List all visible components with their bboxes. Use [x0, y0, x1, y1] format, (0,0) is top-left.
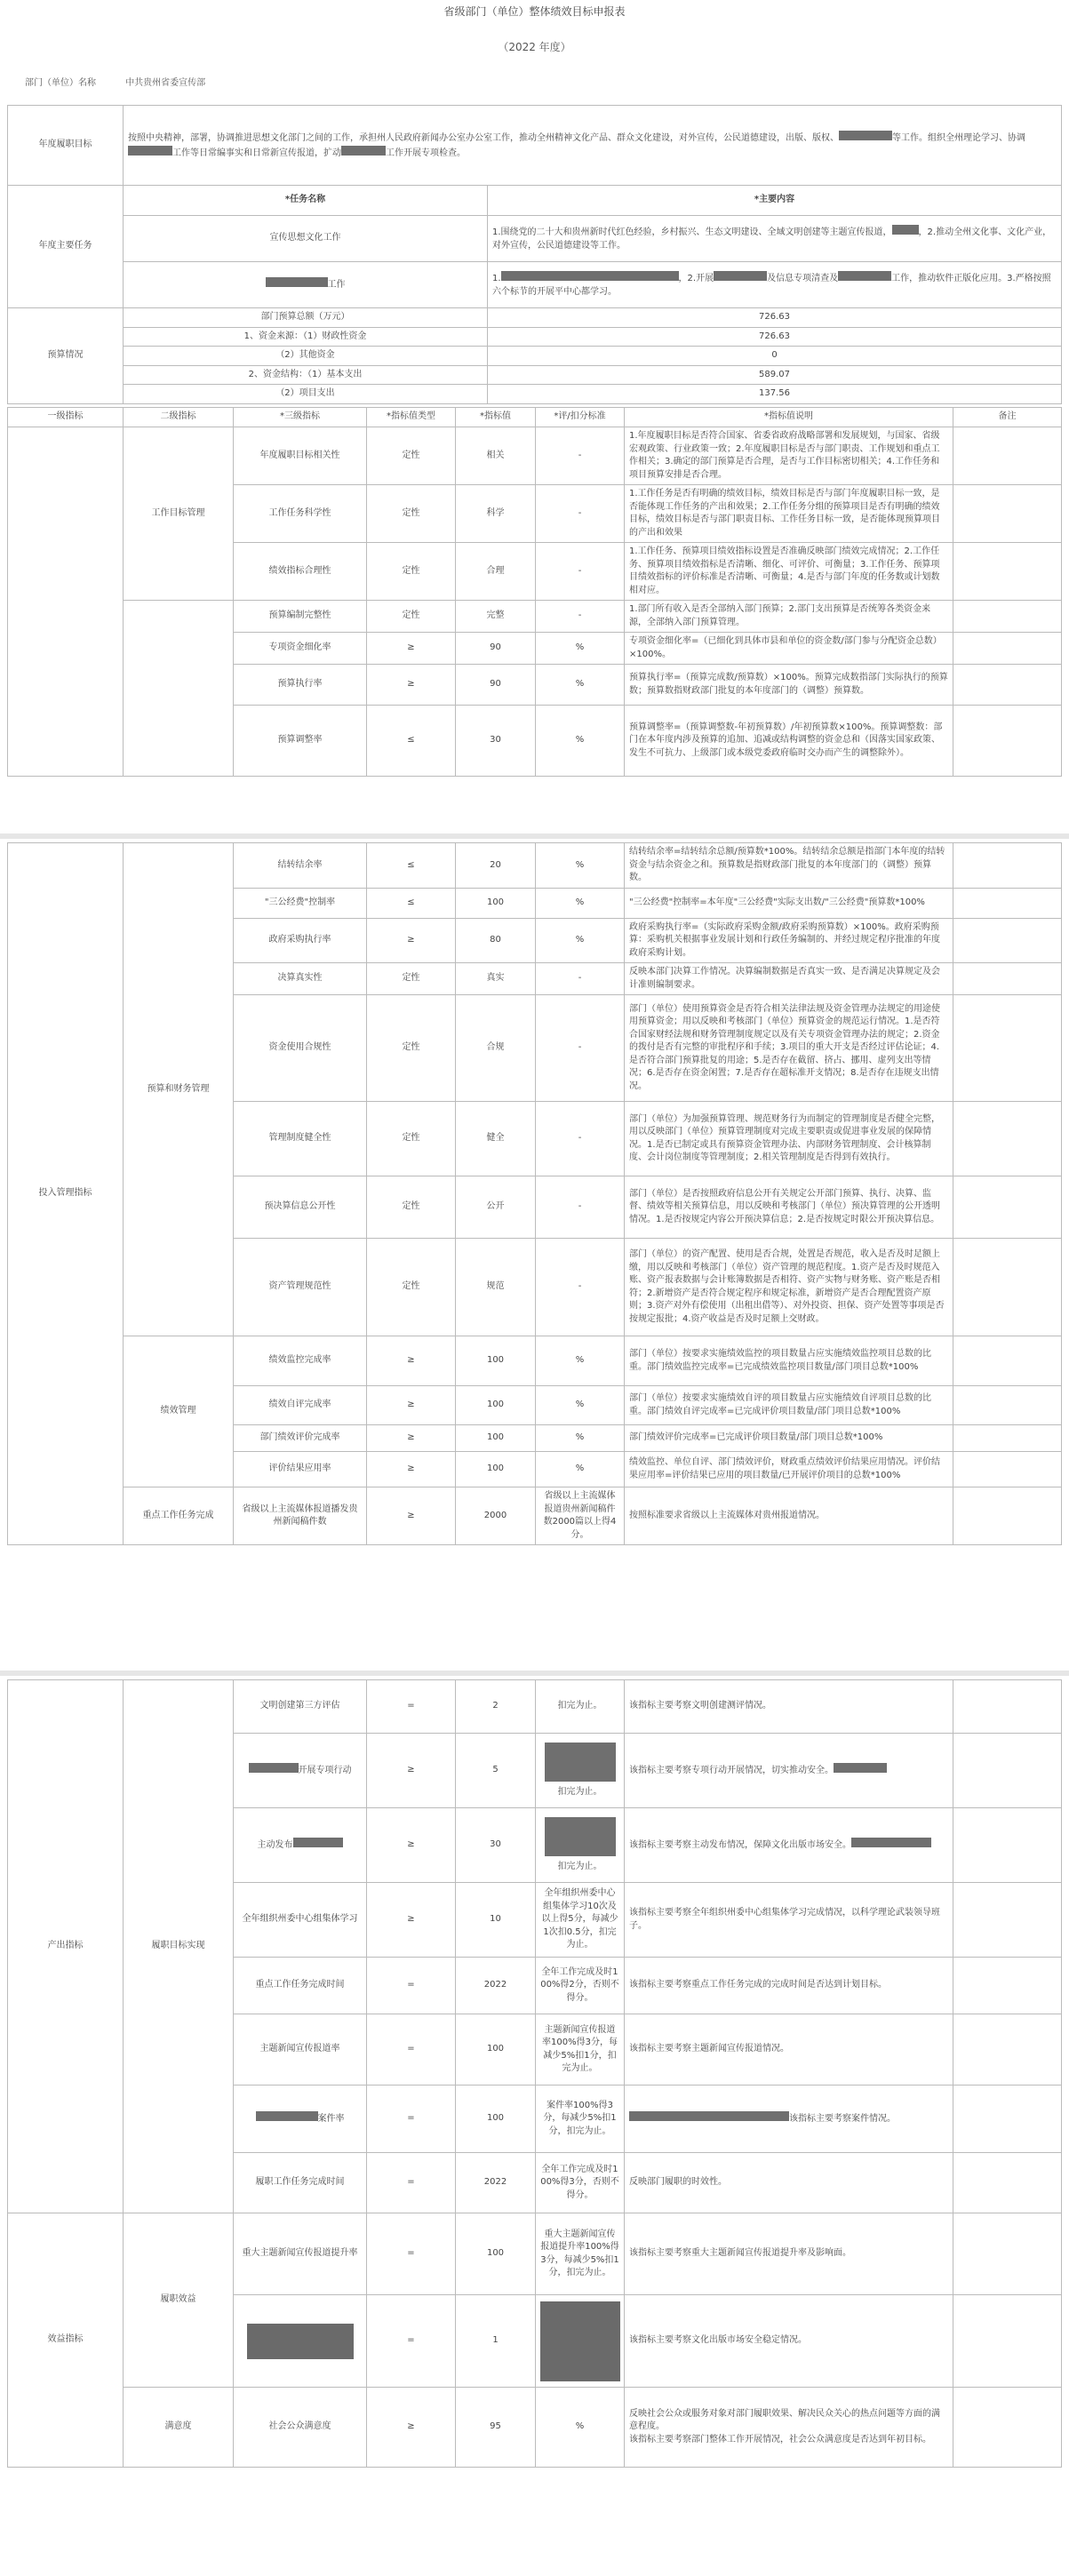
desc-cell: 该指标主要考察重大主题新闻宣传报道提升率及影响面。	[625, 2213, 953, 2295]
type-cell: ≥	[367, 1386, 456, 1425]
std-cell	[536, 2295, 625, 2388]
std-cell: %	[536, 1452, 625, 1487]
l3-cell: 全年组织州委中心组集体学习	[234, 1883, 367, 1958]
type-cell: ≥	[367, 1425, 456, 1452]
remark-cell	[953, 1239, 1062, 1336]
type-cell: ≥	[367, 2388, 456, 2468]
remark-cell	[953, 963, 1062, 995]
remark-cell	[953, 1336, 1062, 1386]
l3-cell: 预算执行率	[234, 665, 367, 706]
l3-cell	[234, 2295, 367, 2388]
l3-cell: 重点工作任务完成时间	[234, 1958, 367, 2014]
std-cell: -	[536, 1239, 625, 1336]
indicator-table-2	[7, 842, 1062, 1545]
desc-cell: 该指标主要考察全年组织州委中心组集体学习完成情况，以科学理论武装领导班子。	[625, 1883, 953, 1958]
remark-cell	[953, 1386, 1062, 1425]
task-name: 工作	[124, 262, 488, 308]
hdr-std: *评/扣分标准	[536, 408, 625, 427]
hdr-val: *指标值	[456, 408, 536, 427]
type-cell: 定性	[367, 427, 456, 485]
std-cell: %	[536, 843, 625, 889]
l3-cell: 结转结余率	[234, 843, 367, 889]
remark-cell	[953, 2295, 1062, 2388]
desc-cell: 该指标主要考察专项行动开展情况，切实推动安全。	[625, 1734, 953, 1808]
desc-cell: 该指标主要考察案件情况。	[625, 2086, 953, 2153]
l3-cell: 部门绩效评价完成率	[234, 1425, 367, 1452]
std-cell: %	[536, 918, 625, 963]
task-name: 宣传思想文化工作	[124, 216, 488, 262]
l3-cell: 资产管理规范性	[234, 1239, 367, 1336]
type-cell: ≥	[367, 1452, 456, 1487]
l3-cell: 资金使用合规性	[234, 995, 367, 1102]
desc-cell: 绩效监控、单位自评、部门绩效评价，财政重点绩效评价结果应用情况。评价结果应用率=评价结果已应用的项目数量/已开展评价项目的总数*100%	[625, 1452, 953, 1487]
report-title: 省级部门（单位）整体绩效目标申报表	[443, 5, 626, 18]
desc-cell: 部门（单位）为加强预算管理、规范财务行为而制定的管理制度是否健全完整，用以反映部门（单位）预算管理制度对完成主要职责或促进事业发展的保障情况。1.是否已制定或具有预算资金管理办法、内部财务管理制度、会计核算制度、会计岗位制度等管理制度；2.相关管理制度是否得到有效执行。	[625, 1102, 953, 1176]
remark-cell	[953, 1680, 1062, 1734]
type-cell: ≥	[367, 918, 456, 963]
l3-cell: 预算调整率	[234, 706, 367, 777]
remark-cell	[953, 2014, 1062, 2086]
desc-cell: "三公经费"控制率=本年度"三公经费"实际支出数/"三公经费"预算数*100%	[625, 888, 953, 918]
std-cell: 省级以上主流媒体报道贵州新闻稿件数2000篇以上得4分。	[536, 1487, 625, 1545]
val-cell: 80	[456, 918, 536, 963]
desc-cell: 预算调整率=（预算调整数-年初预算数）/年初预算数×100%。预算调整数：部门在本年度内涉及预算的追加、追减或结构调整的资金总和（因落实国家政策、发生不可抗力、上级部门或本级党委政府临时交办而产生的调整除外）。	[625, 706, 953, 777]
budget-row-value: 726.63	[488, 327, 1062, 347]
val-cell: 健全	[456, 1102, 536, 1176]
std-cell: %	[536, 1386, 625, 1425]
budget-label: 预算情况	[8, 308, 124, 404]
std-cell: -	[536, 995, 625, 1102]
remark-cell	[953, 2086, 1062, 2153]
type-cell: 定性	[367, 1102, 456, 1176]
val-cell: 100	[456, 1452, 536, 1487]
l3-cell: 绩效指标合理性	[234, 543, 367, 601]
desc-cell: 按照标准要求省级以上主流媒体对贵州报道情况。	[625, 1487, 953, 1545]
type-cell: ≥	[367, 1734, 456, 1808]
l1-cell	[8, 427, 124, 777]
remark-cell	[953, 1452, 1062, 1487]
type-cell: 定性	[367, 485, 456, 543]
desc-cell: 1.工作任务、预算项目绩效指标设置是否准确反映部门绩效完成情况；2.工作任务、预算项目绩效指标是否清晰、细化、可评价、可衡量；3.工作任务、预算项目绩效指标的评价标准是否清晰、可衡量；4.是否与部门年度的任务数或计划数相对应。	[625, 543, 953, 601]
redaction	[128, 146, 172, 156]
val-cell: 1	[456, 2295, 536, 2388]
type-cell: =	[367, 1680, 456, 1734]
type-cell: =	[367, 2153, 456, 2213]
remark-cell	[953, 995, 1062, 1102]
std-cell: 主题新闻宣传报道率100%得3分，每减少5%扣1分，扣完为止。	[536, 2014, 625, 2086]
std-cell: 扣完为止。	[536, 1808, 625, 1883]
remark-cell	[953, 706, 1062, 777]
std-cell: 案件率100%得3分，每减少5%扣1分，扣完为止。	[536, 2086, 625, 2153]
l1-input: 投入管理指标	[8, 843, 124, 1545]
hdr-desc: *指标值说明	[625, 408, 953, 427]
type-cell: ≥	[367, 1487, 456, 1545]
type-cell: =	[367, 2014, 456, 2086]
remark-cell	[953, 1176, 1062, 1239]
indicator-table-1	[7, 407, 1062, 777]
remark-cell	[953, 665, 1062, 706]
tasks-col-name: *任务名称	[124, 186, 488, 216]
desc-cell: 部门（单位）使用预算资金是否符合相关法律法规及资金管理办法规定的用途使用预算资金；用以反映和考核部门（单位）预算资金的规范运行情况。1.是否符合国家财经法规和财务管理制度规定以及有关专项资金管理办法的规定；2.资金的拨付是否有完整的审批程序和手续；3.项目的重大开支是否经过评估论证；4.是否符合部门预算批复的用途；5.是否存在截留、挤占、挪用、虚列支出等情况；6.是否存在资金闲置；7.是否存在超标准开支情况；8.是否存在违规支出情况。	[625, 995, 953, 1102]
type-cell: 定性	[367, 1176, 456, 1239]
l3-cell: 案件率	[234, 2086, 367, 2153]
goal-label: 年度履职目标	[8, 106, 124, 186]
l3-cell: 绩效监控完成率	[234, 1336, 367, 1386]
desc-cell: 该指标主要考察主题新闻宣传报道情况。	[625, 2014, 953, 2086]
type-cell: ≥	[367, 1883, 456, 1958]
val-cell: 完整	[456, 601, 536, 633]
std-cell: -	[536, 963, 625, 995]
l3-cell: 专项资金细化率	[234, 633, 367, 665]
val-cell: 100	[456, 888, 536, 918]
l2-satisfaction: 满意度	[124, 2388, 234, 2468]
indicator-table-3	[7, 1679, 1062, 2468]
redaction	[545, 1817, 616, 1856]
type-cell: ≤	[367, 888, 456, 918]
redaction	[838, 271, 891, 281]
type-cell: =	[367, 2213, 456, 2295]
l3-cell: 主题新闻宣传报道率	[234, 2014, 367, 2086]
goal-table	[7, 105, 1062, 186]
val-cell: 合规	[456, 995, 536, 1102]
std-cell: %	[536, 665, 625, 706]
l3-cell: 重大主题新闻宣传报道提升率	[234, 2213, 367, 2295]
std-cell: 扣完为止。	[536, 1680, 625, 1734]
val-cell: 5	[456, 1734, 536, 1808]
val-cell: 100	[456, 1425, 536, 1452]
val-cell: 真实	[456, 963, 536, 995]
type-cell: =	[367, 2086, 456, 2153]
std-cell: -	[536, 543, 625, 601]
val-cell: 100	[456, 1386, 536, 1425]
std-cell: %	[536, 1425, 625, 1452]
val-cell: 2022	[456, 1958, 536, 2014]
budget-row-label: （2）项目支出	[124, 385, 488, 404]
remark-cell	[953, 1487, 1062, 1545]
std-cell: -	[536, 1176, 625, 1239]
val-cell: 规范	[456, 1239, 536, 1336]
desc-cell: 部门绩效评价完成率=已完成评价项目数量/部门项目总数*100%	[625, 1425, 953, 1452]
page-separator	[0, 833, 1069, 839]
remark-cell	[953, 2213, 1062, 2295]
type-cell: =	[367, 1958, 456, 2014]
type-cell: 定性	[367, 963, 456, 995]
std-cell: %	[536, 888, 625, 918]
budget-row-label: 2、资金结构：（1）基本支出	[124, 365, 488, 385]
hdr-l1: 一级指标	[8, 408, 124, 427]
dept-name: 中共贵州省委宣传部	[125, 78, 206, 88]
desc-cell: 部门（单位）按要求实施绩效自评的项目数量占应实施绩效自评项目总数的比重。部门绩效自评完成率=已完成评价项目数量/部门项目总数*100%	[625, 1386, 953, 1425]
desc-cell: 1.工作任务是否有明确的绩效目标，绩效目标是否与部门年度履职目标一致，是否能体现工作任务的产出和效果；2.工作任务分组的预算项目是否有明确的绩效目标，绩效目标是否与部门职责目标、工作任务目标一致，是否能体现预算项目的产出和效果	[625, 485, 953, 543]
budget-row-value: 726.63	[488, 308, 1062, 328]
redaction	[545, 1743, 616, 1782]
std-cell: -	[536, 1102, 625, 1176]
redaction	[266, 277, 328, 287]
redaction	[834, 1763, 887, 1773]
val-cell: 2	[456, 1680, 536, 1734]
l2-work: 工作目标管理	[124, 427, 234, 601]
val-cell: 合理	[456, 543, 536, 601]
desc-cell: 反映本部门决算工作情况。决算编制数据是否真实一致、是否满足决算规定及会计准则编制要求。	[625, 963, 953, 995]
l2-key: 重点工作任务完成	[124, 1487, 234, 1545]
remark-cell	[953, 888, 1062, 918]
hdr-l2: 二级指标	[124, 408, 234, 427]
budget-row-value: 137.56	[488, 385, 1062, 404]
val-cell: 95	[456, 2388, 536, 2468]
l2-benefit: 履职效益	[124, 2213, 234, 2388]
redaction	[256, 2111, 318, 2121]
type-cell: ≥	[367, 1808, 456, 1883]
val-cell: 相关	[456, 427, 536, 485]
remark-cell	[953, 1734, 1062, 1808]
desc-cell: 反映社会公众或服务对象对部门履职效果、解决民众关心的热点问题等方面的满意程度。 该指标主要考察部门整体工作开展情况，社会公众满意度是否达到年初目标。	[625, 2388, 953, 2468]
remark-cell	[953, 2388, 1062, 2468]
hdr-remark: 备注	[953, 408, 1062, 427]
l3-cell: 管理制度健全性	[234, 1102, 367, 1176]
remark-cell	[953, 601, 1062, 633]
l3-cell: 开展专项行动	[234, 1734, 367, 1808]
redaction	[293, 1838, 343, 1847]
std-cell: 扣完为止。	[536, 1734, 625, 1808]
redaction	[341, 146, 386, 156]
type-cell: 定性	[367, 543, 456, 601]
task-content: 1.围绕党的二十大和贵州新时代红色经验，乡村振兴、生态文明建设、全域文明创建等主题宣传报道， ，2.推动全州文化事、文化产业，对外宣传，公民道德建设等工作。	[488, 216, 1062, 262]
val-cell: 100	[456, 1336, 536, 1386]
hdr-l3: *三级指标	[234, 408, 367, 427]
val-cell: 20	[456, 843, 536, 889]
l2-cell	[124, 601, 234, 777]
val-cell: 100	[456, 2086, 536, 2153]
l3-cell: 预决算信息公开性	[234, 1176, 367, 1239]
tasks-col-content: *主要内容	[488, 186, 1062, 216]
std-cell: -	[536, 427, 625, 485]
redaction	[714, 271, 767, 281]
remark-cell	[953, 1808, 1062, 1883]
task-content: 1. ，2.开展 及信息专项清查及 工作，推动软件正版化应用。3.严格按照六个标节的开展平中心都学习。	[488, 262, 1062, 308]
val-cell: 100	[456, 2213, 536, 2295]
std-cell: %	[536, 633, 625, 665]
budget-row-value: 589.07	[488, 365, 1062, 385]
l3-cell: 政府采购执行率	[234, 918, 367, 963]
type-cell: =	[367, 2295, 456, 2388]
l3-cell: 文明创建第三方评估	[234, 1680, 367, 1734]
remark-cell	[953, 427, 1062, 485]
val-cell: 90	[456, 665, 536, 706]
l2-duty: 履职目标实现	[124, 1680, 234, 2213]
val-cell: 100	[456, 2014, 536, 2086]
desc-cell: 1.部门所有收入是否全部纳入部门预算；2.部门支出预算是否统筹各类资金来源，全部纳入部门预算管理。	[625, 601, 953, 633]
remark-cell	[953, 1102, 1062, 1176]
std-cell: 全年工作完成及时100%得3分，否则不得分。	[536, 2153, 625, 2213]
l3-cell: 履职工作任务完成时间	[234, 2153, 367, 2213]
l3-cell: 工作任务科学性	[234, 485, 367, 543]
val-cell: 10	[456, 1883, 536, 1958]
std-cell: 全年工作完成及时100%得2分，否则不得分。	[536, 1958, 625, 2014]
budget-row-label: 部门预算总额（万元）	[124, 308, 488, 328]
type-cell: ≥	[367, 633, 456, 665]
tasks-table	[7, 185, 1062, 308]
type-cell: ≥	[367, 1336, 456, 1386]
desc-cell: 该指标主要考察重点工作任务完成的完成时间是否达到计划目标。	[625, 1958, 953, 2014]
desc-cell: 该指标主要考察文明创建测评情况。	[625, 1680, 953, 1734]
remark-cell	[953, 1883, 1062, 1958]
type-cell: 定性	[367, 995, 456, 1102]
redaction	[540, 2301, 620, 2381]
remark-cell	[953, 843, 1062, 889]
desc-cell: 结转结余率=结转结余总额/预算数*100%。结转结余总额是指部门本年度的结转资金与结余资金之和。预算数是指财政部门批复的本年度部门的（调整）预算数。	[625, 843, 953, 889]
std-cell: -	[536, 601, 625, 633]
redaction	[851, 1838, 931, 1847]
desc-cell: 该指标主要考察主动发布情况，保障文化出版市场安全。	[625, 1808, 953, 1883]
report-year: （2022 年度）	[498, 41, 571, 53]
val-cell: 30	[456, 1808, 536, 1883]
redaction	[629, 2111, 789, 2121]
std-cell: 全年组织州委中心组集体学习10次及以上得5分，每减少1次扣0.5分，扣完为止。	[536, 1883, 625, 1958]
budget-row-value: 0	[488, 347, 1062, 366]
redaction	[249, 1763, 299, 1773]
l2-budget: 预算和财务管理	[124, 843, 234, 1336]
val-cell: 2022	[456, 2153, 536, 2213]
budget-table	[7, 307, 1062, 404]
remark-cell	[953, 1958, 1062, 2014]
std-cell: %	[536, 1336, 625, 1386]
remark-cell	[953, 1425, 1062, 1452]
redaction	[501, 271, 679, 281]
remark-cell	[953, 2153, 1062, 2213]
desc-cell: 该指标主要考察文化出版市场安全稳定情况。	[625, 2295, 953, 2388]
page-separator	[0, 1671, 1069, 1676]
desc-cell: 专项资金细化率=（已细化到具体市县和单位的资金数/部门参与分配资金总数）×100%。	[625, 633, 953, 665]
type-cell: ≥	[367, 665, 456, 706]
redaction	[839, 131, 892, 140]
budget-row-label: （2）其他资金	[124, 347, 488, 366]
tasks-label: 年度主要任务	[8, 186, 124, 308]
std-cell: 重大主题新闻宣传报道提升率100%得3分，每减少5%扣1分，扣完为止。	[536, 2213, 625, 2295]
hdr-type: *指标值类型	[367, 408, 456, 427]
desc-cell: 政府采购执行率=（实际政府采购金额/政府采购预算数）×100%。政府采购预算：采购机关根据事业发展计划和行政任务编制的、并经过规定程序批准的年度政府采购计划。	[625, 918, 953, 963]
l3-cell: 评价结果应用率	[234, 1452, 367, 1487]
type-cell: 定性	[367, 601, 456, 633]
l3-cell: "三公经费"控制率	[234, 888, 367, 918]
redaction	[247, 2324, 354, 2359]
l2-perf: 绩效管理	[124, 1336, 234, 1487]
type-cell: ≤	[367, 843, 456, 889]
desc-cell: 部门（单位）是否按照政府信息公开有关规定公开部门预算、执行、决算、监督、绩效等相关预算信息，用以反映和考核部门（单位）预决算管理的公开透明情况。1.是否按规定内容公开预决算信息；2.是否按规定时限公开预决算信息。	[625, 1176, 953, 1239]
std-cell: %	[536, 2388, 625, 2468]
l3-cell: 年度履职目标相关性	[234, 427, 367, 485]
remark-cell	[953, 918, 1062, 963]
dept-line	[25, 75, 232, 88]
val-cell: 公开	[456, 1176, 536, 1239]
remark-cell	[953, 633, 1062, 665]
dept-label: 部门（单位）名称	[25, 78, 96, 88]
l3-cell: 绩效自评完成率	[234, 1386, 367, 1425]
std-cell: -	[536, 485, 625, 543]
budget-row-label: 1、资金来源：（1）财政性资金	[124, 327, 488, 347]
desc-cell: 1.年度履职目标是否符合国家、省委省政府战略部署和发展规划，与国家、省级宏观政策、行业政策一致；2.年度履职目标是否与部门职责、工作规划和重点工作相关；3.确定的部门预算是否合理，是否与工作目标密切相关；4.工作任务和项目预算安排是否合理。	[625, 427, 953, 485]
l3-cell: 省级以上主流媒体报道播发贵州新闻稿件数	[234, 1487, 367, 1545]
type-cell: 定性	[367, 1239, 456, 1336]
desc-cell: 反映部门履职的时效性。	[625, 2153, 953, 2213]
remark-cell	[953, 543, 1062, 601]
val-cell: 90	[456, 633, 536, 665]
desc-cell: 部门（单位）的资产配置、使用是否合规，处置是否规范，收入是否及时足额上缴，用以反映和考核部门（单位）资产管理的规范程度。1.资产是否及时规范入账、资产报表数据与会计账簿数据是否相符、资产实物与财务账、资产账是否相符；2.新增资产是否符合规定程序和规定标准，新增资产是否合理配置资产原则；3.资产对外有偿使用（出租出借等）、对外投资、担保、资产处置等事项是否按规定报批；4.资产收益是否及时足额上交财政。	[625, 1239, 953, 1336]
l3-cell: 社会公众满意度	[234, 2388, 367, 2468]
val-cell: 科学	[456, 485, 536, 543]
goal-text: 按照中央精神，部署，协调推进思想文化部门之间的工作，承担州人民政府新闻办公室办公室工作，推动全州精神文化产品、群众文化建设，对外宣传，公民道德建设，出版、版权、 等工作。组织全州理论学习、协调工作等日常编事实和日常新宣传报道，扩动 工作开展专项检查。	[124, 106, 1062, 186]
l1-output: 产出指标	[8, 1680, 124, 2213]
l3-cell: 决算真实性	[234, 963, 367, 995]
l3-cell: 主动发布	[234, 1808, 367, 1883]
remark-cell	[953, 485, 1062, 543]
desc-cell: 预算执行率=（预算完成数/预算数）×100%。预算完成数指部门实际执行的预算数；预算数指财政部门批复的本年度部门的（调整）预算数。	[625, 665, 953, 706]
redaction	[892, 225, 919, 235]
desc-cell: 部门（单位）按要求实施绩效监控的项目数量占应实施绩效监控项目总数的比重。部门绩效监控完成率=已完成绩效监控项目数量/部门项目总数*100%	[625, 1336, 953, 1386]
l1-effect: 效益指标	[8, 2213, 124, 2468]
std-cell: %	[536, 706, 625, 777]
val-cell: 30	[456, 706, 536, 777]
l3-cell: 预算编制完整性	[234, 601, 367, 633]
val-cell: 2000	[456, 1487, 536, 1545]
type-cell: ≤	[367, 706, 456, 777]
